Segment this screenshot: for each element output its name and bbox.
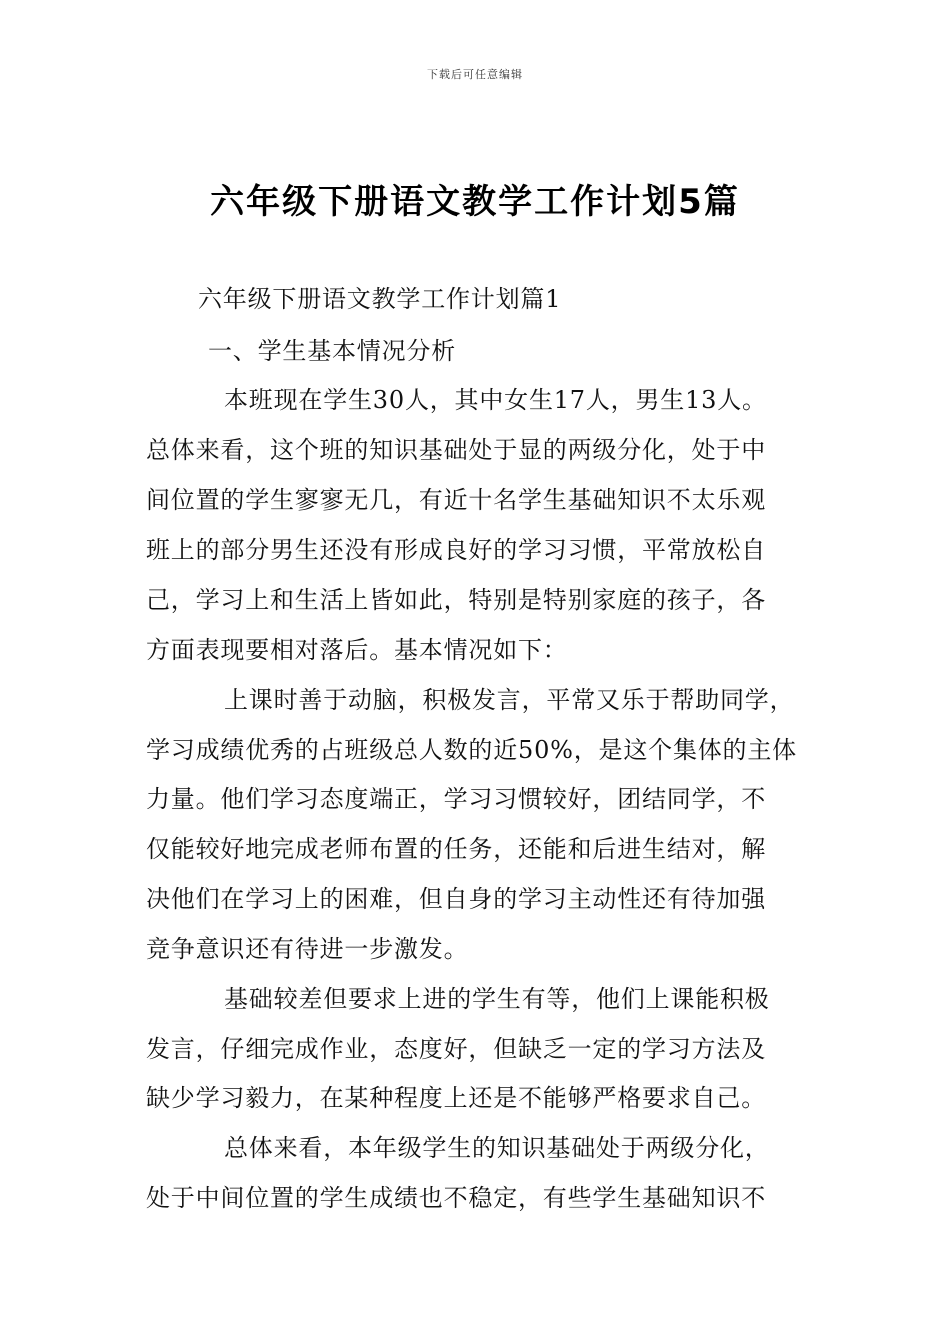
section-heading: 六年级下册语文教学工作计划篇1 [198, 285, 562, 313]
paragraph-line: 己，学习上和生活上皆如此，特别是特别家庭的孩子，各 [146, 586, 766, 614]
subsection-heading: 一、学生基本情况分析 [208, 337, 456, 365]
paragraph-line: 间位置的学生寥寥无几，有近十名学生基础知识不太乐观 [146, 486, 766, 514]
paragraph-line: 学习成绩优秀的占班级总人数的近50%，是这个集体的主体 [146, 736, 797, 764]
header-note: 下载后可任意编辑 [427, 68, 523, 81]
paragraph-line: 上课时善于动脑，积极发言，平常又乐于帮助同学， [224, 686, 795, 714]
paragraph-line: 力量。他们学习态度端正，学习习惯较好，团结同学，不 [146, 785, 766, 813]
paragraph-line: 总体来看，这个班的知识基础处于显的两级分化，处于中 [146, 436, 766, 464]
paragraph-line: 仅能较好地完成老师布置的任务，还能和后进生结对，解 [146, 835, 766, 863]
paragraph-line: 总体来看，本年级学生的知识基础处于两级分化， [224, 1134, 770, 1162]
paragraph-line: 方面表现要相对落后。基本情况如下： [146, 636, 568, 664]
document-title: 六年级下册语文教学工作计划5篇 [210, 182, 740, 222]
paragraph-line: 班上的部分男生还没有形成良好的学习习惯，平常放松自 [146, 536, 766, 564]
paragraph-line: 发言，仔细完成作业，态度好，但缺乏一定的学习方法及 [146, 1035, 766, 1063]
paragraph-line: 本班现在学生30人，其中女生17人，男生13人。 [224, 386, 767, 414]
paragraph-line: 竞争意识还有待进一步激发。 [146, 935, 469, 963]
paragraph-line: 处于中间位置的学生成绩也不稳定，有些学生基础知识不 [146, 1184, 766, 1212]
paragraph-line: 决他们在学习上的困难，但自身的学习主动性还有待加强 [146, 885, 766, 913]
paragraph-line: 基础较差但要求上进的学生有等，他们上课能积极 [224, 985, 770, 1013]
paragraph-line: 缺少学习毅力，在某种程度上还是不能够严格要求自己。 [146, 1084, 766, 1112]
